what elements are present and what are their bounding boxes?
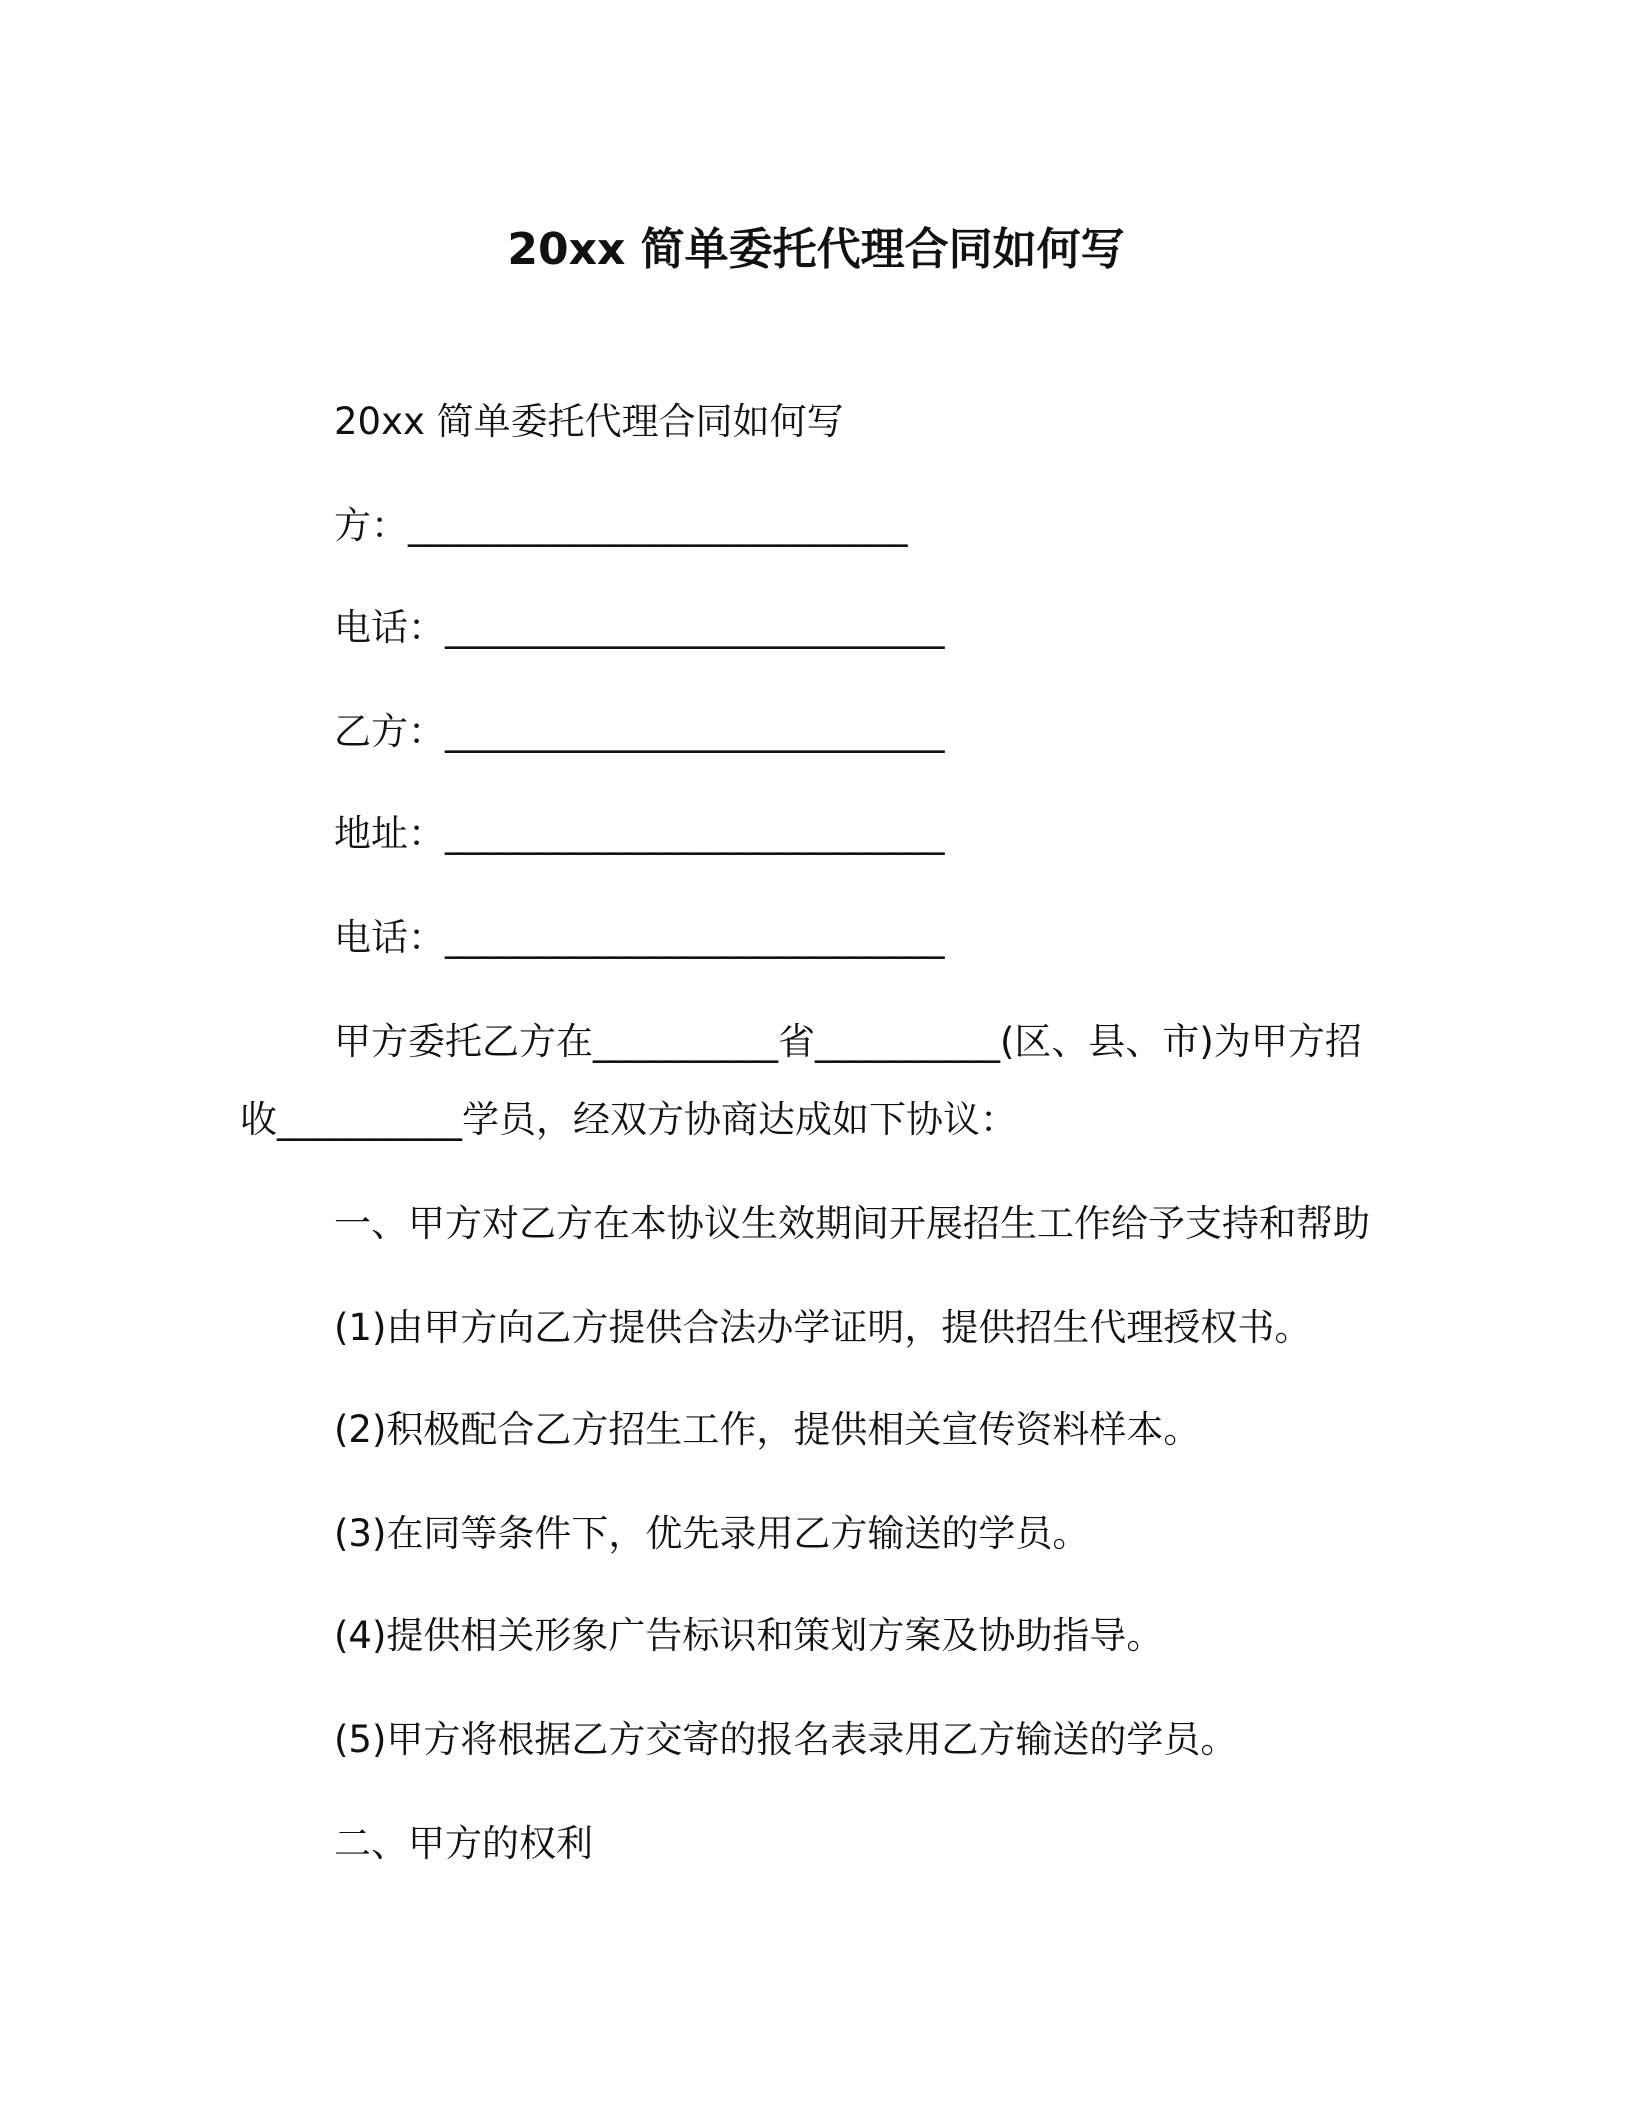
section-1-item-5: (5)甲方将根据乙方交寄的报名表录用乙方输送的学员。 — [334, 1718, 1238, 1761]
section-1-item-1: (1)由甲方向乙方提供合法办学证明，提供招生代理授权书。 — [334, 1306, 1312, 1349]
intro-paragraph-line-1: 甲方委托乙方在__________省__________(区、县、市)为甲方招 — [334, 1020, 1362, 1063]
section-2-heading: 二、甲方的权利 — [334, 1822, 593, 1865]
phone-b-field: 电话：___________________________ — [334, 916, 945, 959]
party-b-field: 乙方：___________________________ — [334, 710, 945, 753]
party-a-field: 方：___________________________ — [334, 504, 908, 547]
section-1-item-4: (4)提供相关形象广告标识和策划方案及协助指导。 — [334, 1614, 1164, 1657]
section-1-item-3: (3)在同等条件下，优先录用乙方输送的学员。 — [334, 1512, 1090, 1555]
phone-a-field: 电话：___________________________ — [334, 606, 945, 649]
address-b-field: 地址：___________________________ — [334, 812, 945, 855]
section-1-item-2: (2)积极配合乙方招生工作，提供相关宣传资料样本。 — [334, 1408, 1201, 1451]
document-title: 20xx 简单委托代理合同如何写 — [507, 224, 1125, 275]
intro-paragraph-line-2: 收__________学员，经双方协商达成如下协议： — [240, 1098, 1017, 1141]
document-subtitle: 20xx 简单委托代理合同如何写 — [334, 400, 844, 443]
section-1-heading: 一、甲方对乙方在本协议生效期间开展招生工作给予支持和帮助 — [334, 1202, 1370, 1245]
